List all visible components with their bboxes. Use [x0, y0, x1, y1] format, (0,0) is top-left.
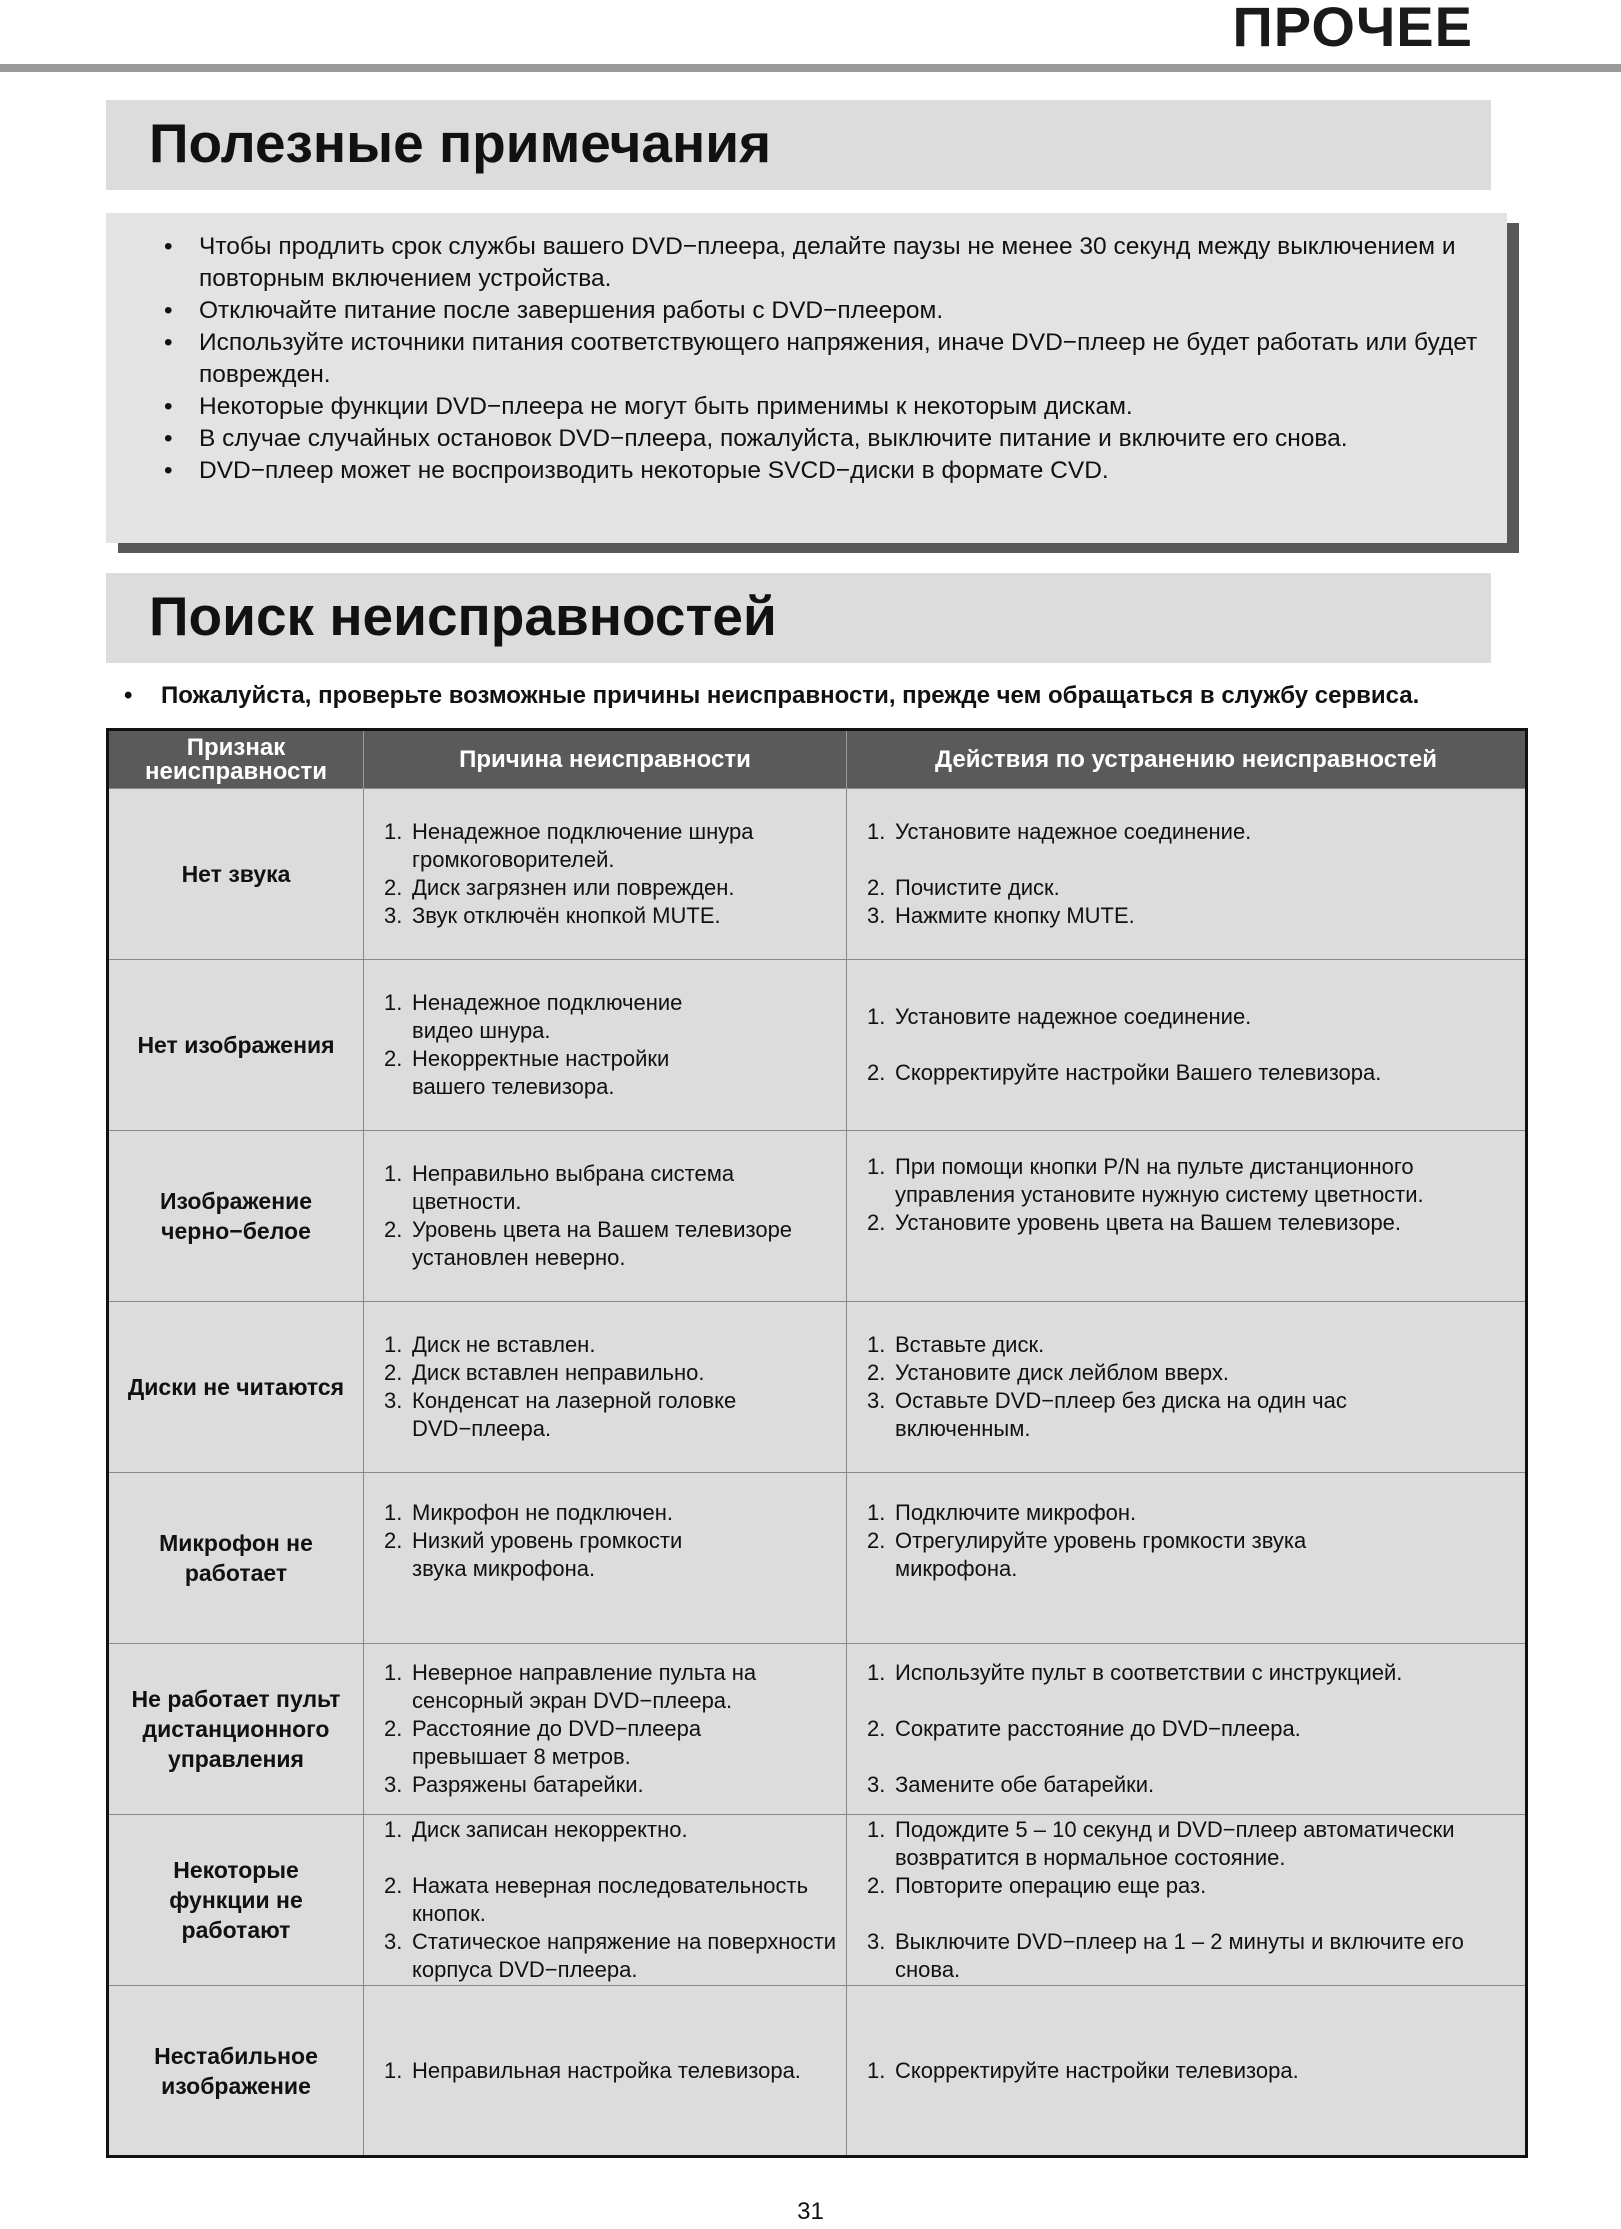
cause-cell: 1. Диск записан некорректно. 2. Нажата неверная последовательность кнопок. 3. Статическое напряжение на поверхности корпуса DVD−плеера.: [364, 1815, 847, 1986]
notes-heading: Полезные примечания: [149, 112, 772, 174]
note-item: • DVD−плеер может не воспроизводить некоторые SVCD−диски в формате CVD.: [164, 457, 1109, 484]
symptom-cell: Микрофон не работает: [108, 1473, 364, 1644]
page-number: 31: [797, 2198, 824, 2225]
table-row: [108, 1815, 1527, 1986]
table-row: [108, 960, 1527, 1131]
troubleshooting-heading-band: [106, 573, 1491, 663]
notes-box: [106, 213, 1507, 543]
action-cell: 1. Установите надежное соединение. 2. Почистите диск. 3. Нажмите кнопку MUTE.: [847, 789, 1527, 960]
cause-cell: 1. Неправильно выбрана система цветности. 2. Уровень цвета на Вашем телевизоре установлен неверно.: [364, 1131, 847, 1302]
note-item: • В случае случайных остановок DVD−плеера, пожалуйста, выключите питание и включите его снова.: [164, 425, 1348, 452]
cause-cell: 1. Ненадежное подключение видео шнура. 2. Некорректные настройки вашего телевизора.: [364, 960, 847, 1131]
header-rule: [0, 64, 1621, 72]
symptom-cell: Нет звука: [108, 789, 364, 960]
troubleshooting-table: [106, 728, 1528, 2158]
table-header-row: [108, 730, 1527, 789]
action-cell: 1. Используйте пульт в соответствии с инструкцией. 2. Сократите расстояние до DVD−плеера. 3. Замените обе батарейки.: [847, 1644, 1527, 1815]
symptom-cell: Не работает пульт дистанционного управления: [108, 1644, 364, 1815]
section-title: ПРОЧЕЕ: [1232, 0, 1473, 58]
table-row: [108, 1986, 1527, 2157]
table-row: [108, 1131, 1527, 1302]
troubleshooting-heading: Поиск неисправностей: [149, 585, 777, 647]
table-row: [108, 1473, 1527, 1644]
cause-cell: 1. Диск не вставлен. 2. Диск вставлен неправильно. 3. Конденсат на лазерной головке DVD−плеера.: [364, 1302, 847, 1473]
symptom-cell: Некоторые функции не работают: [108, 1815, 364, 1986]
action-cell: 1. Установите надежное соединение. 2. Скорректируйте настройки Вашего телевизора.: [847, 960, 1527, 1131]
note-item: • Используйте источники питания соответствующего напряжения, иначе DVD−плеер не будет работать или будет поврежден.: [164, 329, 1478, 388]
action-cell: 1. Подождите 5 – 10 секунд и DVD−плеер автоматически возвратится в нормальное состояние. 2. Повторите операцию еще раз. 3. Выключите DVD−плеер на 1 – 2 минуты и включите его снова.: [847, 1815, 1527, 1986]
table-row: [108, 1644, 1527, 1815]
note-item: • Отключайте питание после завершения работы с DVD−плеером.: [164, 297, 944, 324]
symptom-cell: Нестабильное изображение: [108, 1986, 364, 2157]
note-item: • Некоторые функции DVD−плеера не могут быть применимы к некоторым дискам.: [164, 393, 1133, 420]
table-row: [108, 1302, 1527, 1473]
cause-cell: 1. Неправильная настройка телевизора.: [364, 1986, 847, 2157]
section-header: [0, 0, 1621, 75]
cause-cell: 1. Микрофон не подключен. 2. Низкий уровень громкости звука микрофона.: [364, 1473, 847, 1644]
note-item: • Чтобы продлить срок службы вашего DVD−плеера, делайте паузы не менее 30 секунд между выключением и повторным включением устройства.: [164, 233, 1456, 292]
column-header-symptom: Признак неисправности: [108, 730, 364, 789]
symptom-cell: Нет изображения: [108, 960, 364, 1131]
notes-list: [164, 231, 1494, 487]
action-cell: 1. Скорректируйте настройки телевизора.: [847, 1986, 1527, 2157]
cause-cell: 1. Ненадежное подключение шнура громкоговорителей. 2. Диск загрязнен или поврежден. 3. Звук отключён кнопкой MUTE.: [364, 789, 847, 960]
troubleshooting-intro: • Пожалуйста, проверьте возможные причины неисправности, прежде чем обращаться в службу сервиса.: [124, 682, 1420, 709]
action-cell: 1. Подключите микрофон. 2. Отрегулируйте уровень громкости звука микрофона.: [847, 1473, 1527, 1644]
cause-cell: 1. Неверное направление пульта на сенсорный экран DVD−плеера. 2. Расстояние до DVD−плеера превышает 8 метров. 3. Разряжены батарейки.: [364, 1644, 847, 1815]
notes-heading-band: [106, 100, 1491, 190]
symptom-cell: Диски не читаются: [108, 1302, 364, 1473]
column-header-action: Действия по устранению неисправностей: [847, 730, 1527, 789]
action-cell: 1. При помощи кнопки P/N на пульте дистанционного управления установите нужную систему цветности. 2. Установите уровень цвета на Вашем телевизоре.: [847, 1131, 1527, 1302]
table-row: [108, 789, 1527, 960]
action-cell: 1. Вставьте диск. 2. Установите диск лейблом вверх. 3. Оставьте DVD−плеер без диска на один час включенным.: [847, 1302, 1527, 1473]
symptom-cell: Изображение черно−белое: [108, 1131, 364, 1302]
column-header-cause: Причина неисправности: [364, 730, 847, 789]
